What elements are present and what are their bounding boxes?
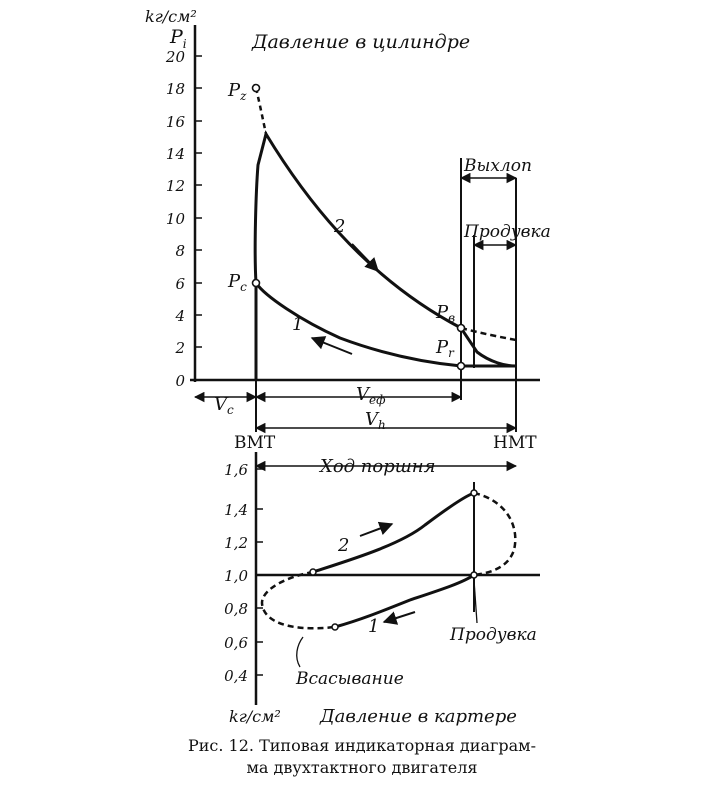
upper-curve-number: 2 [338,535,350,556]
lower-curve [335,575,474,627]
lower-curve-number: 1 [368,616,380,637]
suction-label: Всасывание [296,669,404,689]
label-pb: $P_в$ [436,302,456,325]
bottom-point [332,624,338,630]
top-y-tick-label: 6 [175,275,185,293]
top-y-ticks [165,48,202,390]
top-y-tick-label: 12 [165,177,185,195]
upper-curve-arrow [360,524,392,536]
top-y-tick-label: 18 [165,80,185,98]
bottom-y-unit: kг/см² [229,707,281,726]
scavenge-label-top: Продувка [464,222,551,242]
bottom-y-tick-label: 0,4 [224,667,248,685]
bottom-y-tick-label: 0,8 [224,600,248,618]
top-chart-title: Давление в цилиндре [252,31,471,53]
right-loop-dashed [474,493,515,575]
top-y-tick-label: 14 [165,145,185,163]
point-pr [458,363,465,370]
top-y-tick-label: 20 [165,48,185,66]
tdc-label: ВМТ [234,433,276,453]
bottom-y-tick-label: 1,4 [224,501,248,519]
top-y-tick-label: 0 [175,372,185,390]
upper-curve [313,493,474,572]
bottom-chart-title: Давление в картере [320,706,517,727]
top-y-tick-label: 10 [165,210,185,228]
bottom-y-tick-label: 1,2 [224,534,248,552]
top-y-symbol: $P_i$ [170,26,187,51]
suction-leader [297,637,303,667]
crankcase-pressure-chart [224,452,540,727]
stroke-label: Ход поршня [320,456,436,477]
top-y-tick-label: 2 [175,339,185,357]
expansion-curve-number: 2 [334,216,346,237]
left-loop-dashed [262,572,335,628]
bdc-label: НМТ [493,433,537,453]
lower-curve-arrow [384,612,415,622]
cylinder-pressure-chart [145,7,551,453]
top-y-tick-label: 16 [165,113,185,131]
point-pz [253,85,260,92]
scavenge-label-bottom: Продувка [450,625,537,645]
label-pz: $P_z$ [228,80,247,103]
top-y-tick-label: 4 [175,307,185,325]
veff-label: $V_{еф}$ [356,384,386,407]
caption-line-2: ма двухтактного двигателя [246,758,478,777]
bottom-point [471,490,477,496]
bottom-y-tick-label: 1,0 [224,567,248,585]
bottom-y-tick-label: 0,6 [224,634,248,652]
point-pc [253,280,260,287]
theoretical-peak-dashed [256,88,266,134]
compression-curve-number: 1 [292,314,304,335]
expansion-direction-arrow [352,244,378,271]
top-y-unit: kг/см² [145,7,197,26]
bottom-y-tick-label: 1,6 [224,461,248,479]
top-y-tick-label: 8 [175,242,185,260]
vc-label: $V_c$ [214,394,234,417]
figure-caption [0,735,724,779]
label-pr: $P_r$ [436,337,454,360]
exhaust-label: Выхлоп [464,156,532,176]
caption-line-1: Рис. 12. Типовая индикаторная диаграм- [187,736,536,755]
point-pb [458,325,465,332]
bottom-point [310,569,316,575]
vh-label: $V_h$ [365,409,386,432]
label-pc: $P_c$ [228,271,247,294]
bottom-point [471,572,477,578]
